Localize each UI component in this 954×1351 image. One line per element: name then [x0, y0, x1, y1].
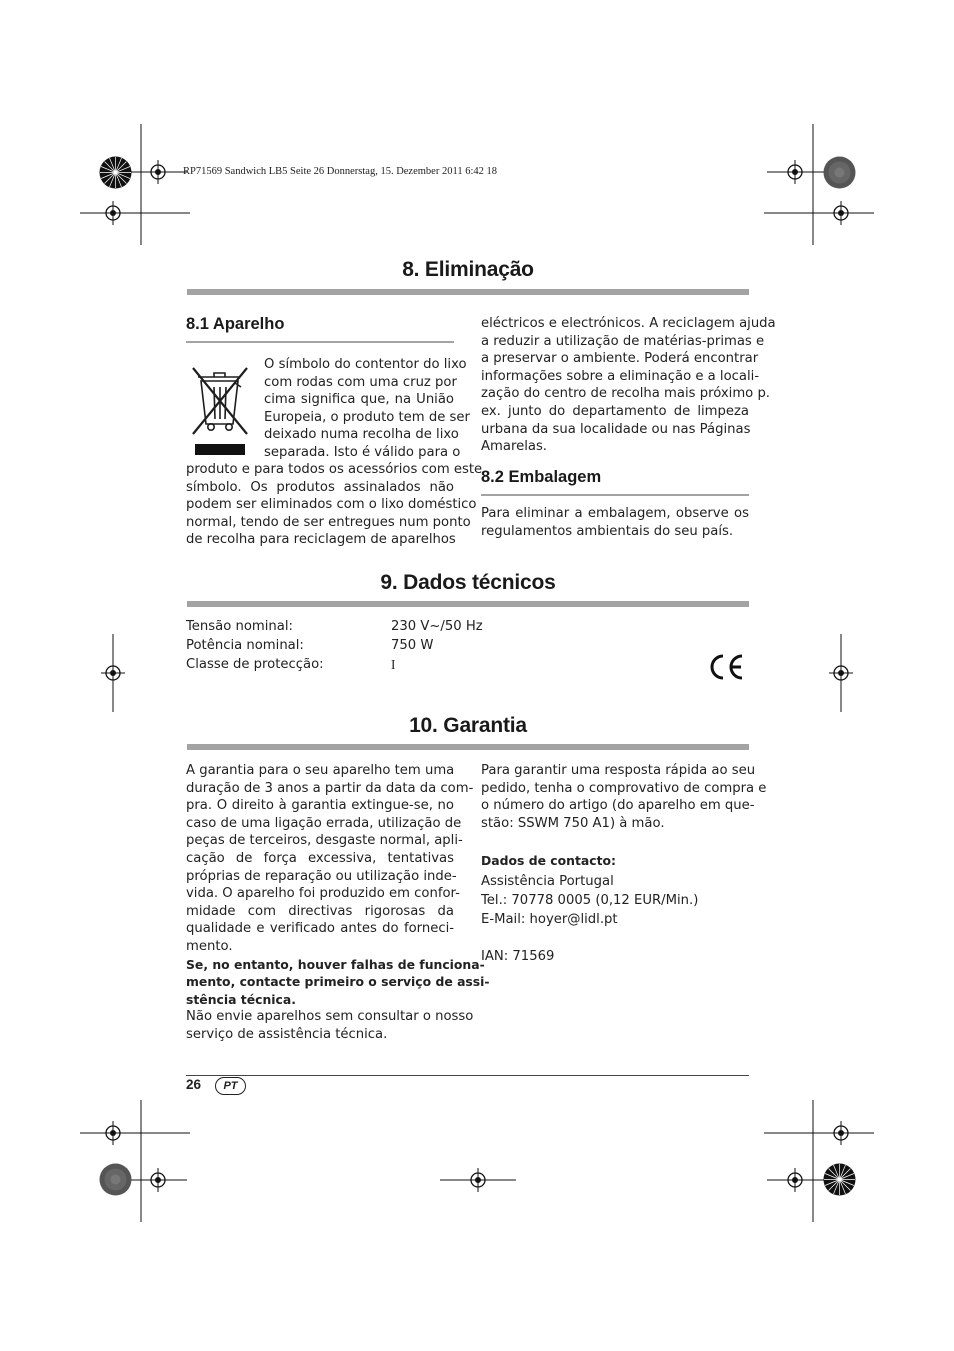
registration-mark-icon	[101, 1121, 125, 1145]
warranty-col2: Para garantir uma resposta rápida ao seu pedido, tenha o comprovativo de compra e o número do artigo (do aparelho em que- stão: SSWM 750 A1) à mão.	[481, 763, 767, 831]
tech-label-2: Potência nominal:	[186, 638, 304, 653]
registration-mark-icon	[146, 1168, 170, 1192]
print-slug: RP71569 Sandwich LB5 Seite 26 Donnerstag, 15. Dezember 2011 6:42 18	[183, 166, 497, 177]
registration-mark-icon	[466, 1168, 490, 1192]
section-9-title: 9. Dados técnicos	[380, 571, 556, 594]
registration-mark-icon	[829, 201, 853, 225]
tech-value-1: 230 V~/50 Hz	[391, 619, 483, 634]
tech-value-3: I	[391, 657, 396, 672]
registration-mark-icon	[829, 1121, 853, 1145]
sub1-text-col2: eléctricos e electrónicos. A reciclagem ajuda a reduzir a utilização de matérias-primas e a preservar o ambiente. Poderá encontrar informações sobre a eliminação e a locali- zação do centro de recolha mais próximo p. ex. junto do departamento de limpeza urbana da sua localidade ou nas Páginas Amarelas.	[481, 316, 776, 455]
section-10-title: 10. Garantia	[409, 714, 527, 737]
sub1-text-full: produto e para todos os acessórios com este símbolo. Os produtos assinalados não podem ser eliminados com o lixo doméstico normal, tendo de ser entregues num ponto de recolha para reciclagem de aparelhos	[186, 462, 483, 548]
registration-mark-icon	[829, 661, 853, 685]
registration-mark-icon	[783, 1168, 807, 1192]
sub2-text: Para eliminar a embalagem, observe os regulamentos ambientais do seu país.	[481, 506, 749, 539]
section-8-title: 8. Eliminação	[402, 258, 534, 281]
language-badge: PT	[215, 1077, 246, 1095]
star-target-icon	[823, 1163, 856, 1196]
tech-label-1: Tensão nominal:	[186, 619, 293, 634]
contact-heading: Dados de contacto:	[481, 853, 617, 868]
registration-mark-icon	[146, 160, 170, 184]
grey-target-icon	[823, 156, 856, 189]
tech-label-3: Classe de protecção:	[186, 657, 324, 672]
warranty-col1: A garantia para o seu aparelho tem uma duração de 3 anos a partir da data da com- pra. O direito à garantia extingue-se, no caso de uma ligação errada, utilização de peças de terceiros, desgaste normal, apli- cação de força excessiva, tentativas próprias de reparação ou utilização inde- vida. O aparelho foi produzido em confor- midade com directivas rigorosas da qualidade e verificado antes do forneci- mento. Se, no entanto, houver falhas de funciona- mento, contacte primeiro o serviço de assi- stência técnica. Não envie aparelhos sem consultar o nosso serviço de assistência técnica.	[186, 763, 490, 1042]
tech-value-2: 750 W	[391, 638, 434, 653]
star-target-icon	[99, 156, 132, 189]
registration-mark-icon	[101, 201, 125, 225]
registration-mark-icon	[101, 661, 125, 685]
subsection-8-2-title: 8.2 Embalagem	[481, 468, 602, 486]
sub1-text-beside-icon: O símbolo do contentor do lixo com rodas com uma cruz por cima significa que, na União Europeia, o produto tem de ser deixado numa recolha de lixo separada. Isto é válido para o	[264, 357, 470, 460]
page-number: 26	[186, 1077, 202, 1092]
grey-target-icon	[99, 1163, 132, 1196]
contact-lines: Assistência Portugal Tel.: 70778 0005 (0,12 EUR/Min.) E-Mail: hoyer@lidl.pt	[481, 874, 699, 927]
subsection-8-1-title: 8.1 Aparelho	[186, 315, 285, 333]
registration-mark-icon	[783, 160, 807, 184]
ian-number: IAN: 71569	[481, 949, 555, 964]
